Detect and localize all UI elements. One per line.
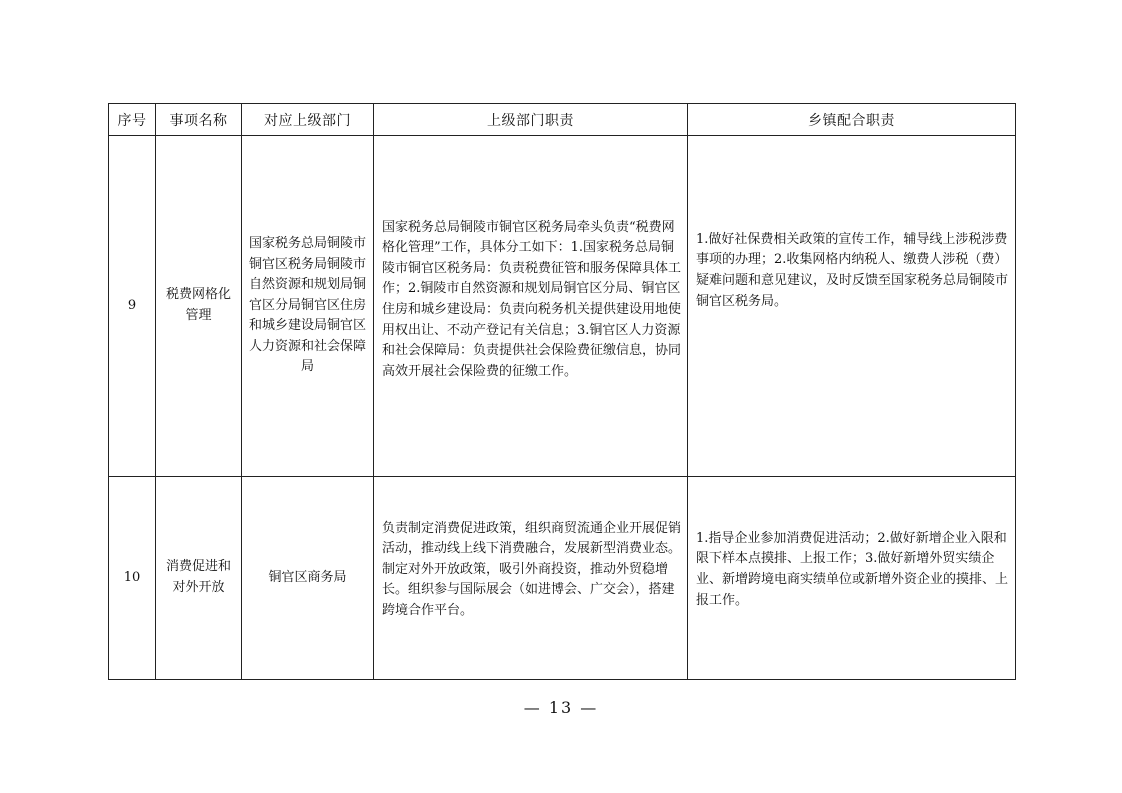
row-superior-department: 铜官区商务局 — [242, 477, 374, 680]
header-township-duties: 乡镇配合职责 — [688, 104, 1016, 136]
row-township-duties-cell — [688, 136, 1016, 477]
row-item-name: 税费网格化管理 — [156, 136, 242, 477]
header-superior-department: 对应上级部门 — [242, 104, 374, 136]
row-superior-duties-cell — [374, 136, 688, 477]
header-item-name: 事项名称 — [156, 104, 242, 136]
header-serial-number: 序号 — [109, 104, 156, 136]
duty-table — [108, 103, 1016, 680]
row-township-duties: 1.做好社保费相关政策的宣传工作，辅导线上涉税涉费事项的办理；2.收集网格内纳税人、缴费人涉税（费）疑难问题和意见建议，及时反馈至国家税务总局铜陵市铜官区税务局。 — [696, 231, 1009, 309]
row-serial-number: 10 — [109, 477, 156, 680]
row-superior-department: 国家税务总局铜陵市铜官区税务局铜陵市自然资源和规划局铜官区分局铜官区住房和城乡建设局铜官区人力资源和社会保障局 — [242, 136, 374, 477]
row-superior-duties: 负责制定消费促进政策，组织商贸流通企业开展促销活动，推动线上线下消费融合，发展新型消费业态。制定对外开放政策，吸引外商投资，推动外贸稳增长。组织参与国际展会（如进博会、广交会），搭建跨境合作平台。 — [382, 520, 682, 618]
table-header-row — [109, 104, 1016, 136]
row-superior-duties: 国家税务总局铜陵市铜官区税务局牵头负责“税费网格化管理”工作，具体分工如下：1.国家税务总局铜陵市铜官区税务局：负责税费征管和服务保障具体工作；2.铜陵市自然资源和规划局铜官区分局、铜官区住房和城乡建设局：负责向税务机关提供建设用地使用权出让、不动产登记有关信息；3.铜官区人力资源和社会保障局：负责提供社会保险费征缴信息，协同高效开展社会保险费的征缴工作。 — [382, 219, 682, 379]
table-row — [109, 136, 1016, 477]
page-number: — 13 — — [523, 698, 599, 717]
row-item-name: 消费促进和对外开放 — [156, 477, 242, 680]
row-township-duties: 1.指导企业参加消费促进活动；2.做好新增企业入限和限下样本点摸排、上报工作；3.做好新增外贸实绩企业、新增跨境电商实绩单位或新增外资企业的摸排、上报工作。 — [696, 530, 1009, 608]
row-serial-number: 9 — [109, 136, 156, 477]
row-superior-duties-cell — [374, 477, 688, 680]
row-township-duties-cell — [688, 477, 1016, 680]
header-superior-duties: 上级部门职责 — [374, 104, 688, 136]
table-row — [109, 477, 1016, 680]
